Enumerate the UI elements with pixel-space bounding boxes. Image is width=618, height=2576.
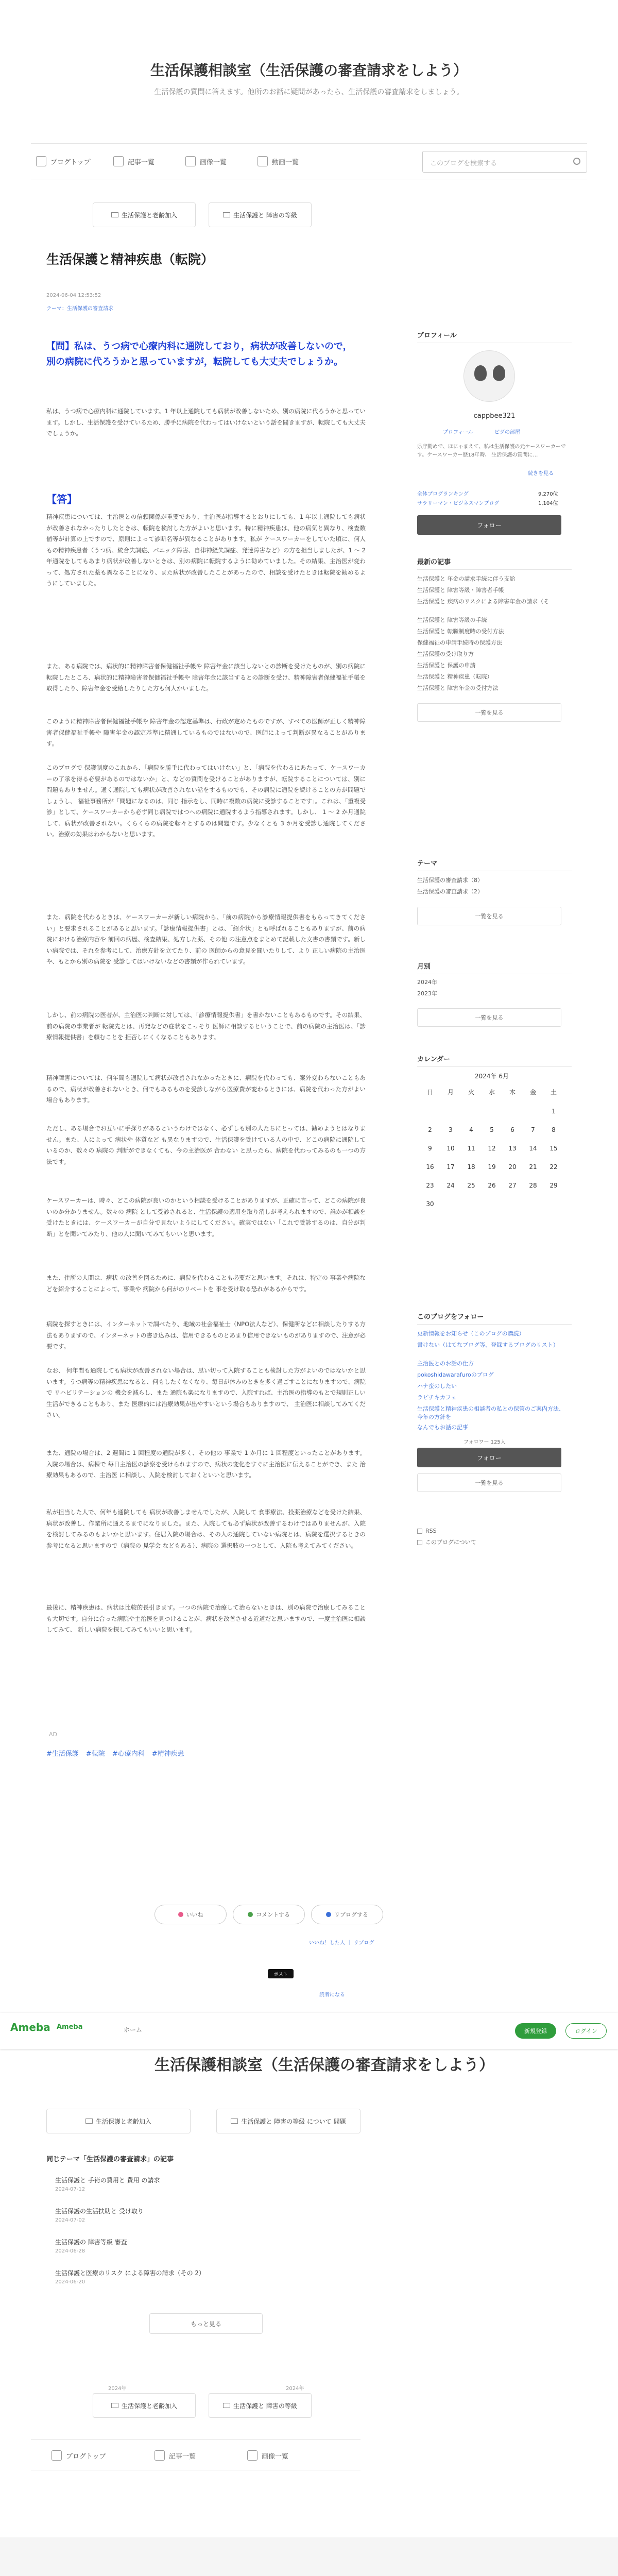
calendar-date: 26	[488, 1182, 496, 1189]
reader-link[interactable]: 読者になる	[319, 1992, 345, 1998]
ranking-value: 1,104位	[538, 501, 558, 506]
answer-paragraph: また、病院を代わるときは、ケースワーカーが新しい病院から、「前の病院から診療情報提供書をもらってきてください」と要求されることがあると思います。「診療情報提供書」とは、「紹介状」とも呼ばれることもありますが、前の病院における治療内容や 前回の病歴、検査結果、処方した薬、その他 の注意点をまとめて記載した文書の書類です。新しい病院では、それを参考にして、治療方針を立てたり、前の 医師からの意見を聞いたりして、より 正しい病院の主治医や、もとから別の病院を 受診してはいけないなどの書類が作られています。	[46, 913, 366, 965]
calendar-date: 4	[469, 1126, 473, 1133]
answer-paragraph: また、通院の場合は、2 週間に 1 回程度の通院が多く、その他の 事業で 1 か月に 1 回程度といったことがあります。入院の場合は、病棟で 毎日主治医の診察を受けられますので、病状の変化をすぐに主治医に伝えることができ、また 治療効果もあるので、主治医 に相談し、入院を検討しておくといいと思います。	[46, 1449, 366, 1479]
reaction-bar	[154, 1905, 383, 1924]
month-link[interactable]: 2024年	[417, 979, 437, 986]
recent-entry-link[interactable]: 生活保護と 障害年金の受付方法	[417, 685, 499, 691]
home-icon	[52, 2450, 62, 2461]
arrow-right-icon	[231, 2119, 238, 2124]
arrow-left-icon	[85, 2119, 93, 2124]
nav-image-list[interactable]: 画像一覧	[247, 2450, 288, 2461]
hashtag-link[interactable]: #心療内科	[112, 1750, 145, 1758]
related-date: 2024-06-20	[55, 2279, 85, 2285]
question-heading: 【問】私は、うつ病で心療内科に通院しており，病状が改善しないので，別の病院に代ろうかと思っていますが，転院しても大丈夫でしょうか。	[46, 341, 352, 367]
rss-icon	[417, 1529, 422, 1534]
calendar-weekday: 木	[509, 1089, 516, 1096]
calendar-date	[482, 1108, 502, 1115]
related-date: 2024-06-28	[55, 2248, 85, 2254]
follower-count[interactable]: フォロワー 125人	[464, 1439, 506, 1445]
login-button[interactable]: ログイン	[565, 2023, 607, 2039]
hashtag-link[interactable]: #転院	[85, 1750, 105, 1758]
blog-description: 生活保護の質問に答えます。他所のお話に疑問があったら、生活保護の審査請求をしましょう。	[154, 88, 464, 96]
recent-entry-link[interactable]: 生活保護と 障害等級・障害者手帳	[417, 587, 504, 594]
follow-link[interactable]: 更新情報をお知らせ（このブログの購読）	[417, 1330, 525, 1337]
answer-paragraph: 病院を探すときには、インターネットで調べたり、地域の社会福祉士（NPO法人など）、保健所などに相談したりする方法もありますので、インターネットの書き込みは、信用できるものとあまり信用できないものがありますので、注意が必要です。	[46, 1320, 366, 1350]
recent-entry-link[interactable]: 生活保護と 精神疾患（転院）	[417, 673, 493, 680]
calendar-grid	[420, 1088, 564, 1208]
nav-entry-list[interactable]: 記事一覧	[113, 156, 154, 166]
prev-entry-button[interactable]: 生活保護と老齢加入	[93, 202, 196, 227]
calendar-date: 3	[449, 1126, 453, 1133]
answer-paragraph: しかし、前の病院の医者が、主治医の判断に対しては、「診療情報提供書」を書かないこともあるものです。その結果、前の病院の事業者が 転院先とは、再発などの症状をこっそり 医師に相談するということで、前の病院の主治医は、「診療情報提供書」を頼むことを 拒否しにくくなることもあります。	[46, 1011, 366, 1041]
calendar-date: 13	[508, 1145, 517, 1152]
next-entry-button[interactable]: 生活保護と 障害の等級	[209, 202, 312, 227]
calendar-date: 15	[550, 1145, 558, 1152]
nav-blog-top[interactable]: ブログトップ	[36, 156, 91, 166]
calendar	[420, 1072, 564, 1208]
related-item[interactable]: 生活保護の生活扶助と 受け取り	[55, 2208, 144, 2215]
answer-paragraph: ただし、ある場合でお互いに手探りがあるというわけではなく、必ずしも別の人たちにとっては、勧めようとはなりません。また、人によって 病状や 体質など も異なりますので、生活保護を受けている人の中で、どこの病院に通院しているのか、数々の 病院の 判断ができなくても、今の主治医が 合わない と思ったら、病院を代わってみるのも一つの方法です。	[46, 1125, 366, 1165]
calendar-date: 24	[447, 1182, 455, 1189]
calendar-date: 9	[428, 1145, 432, 1152]
calendar-date: 6	[510, 1126, 514, 1133]
avatar-figure-icon	[493, 365, 505, 381]
answer-paragraph: ケースワーカーは、時々、どこの病院が良いのかという相談を受けることがありますが、正確に言って、どこの病院が良いのか分かりません。数々の 病院 として受診されると、生活保護の適用を取り消しが考えられますので、誰かが相談を受けたときには、ケースワーカーが自分で見ないようにしてください。確実ではない「これで受診するのは、自分が判断」とを聞いてみたり、他の人に聞いてみてもいいと思います。	[46, 1197, 366, 1238]
related-item[interactable]: 生活保護と 手術の費用と 費用 の請求	[55, 2177, 160, 2184]
calendar-date: 10	[447, 1145, 455, 1152]
recent-list-button[interactable]: 一覧を見る	[417, 703, 561, 722]
home-icon	[36, 156, 46, 166]
answer-paragraph: また、住所の人間は、病状 の改善を図るために、病院を代わることも必要だと思います。それは、特定の 事業や病院などを紹介することによって、事業や 病院から何がのリベートを 事を受け取る恐れがあるからです。	[46, 1274, 366, 1293]
like-button[interactable]: いいね	[154, 1905, 227, 1924]
calendar-heading: カレンダー	[417, 1054, 572, 1067]
theme-link[interactable]: 生活保護の審査請求（8）	[417, 877, 483, 884]
calendar-date	[523, 1108, 543, 1115]
entry-date: 2024-06-04 12:53:52	[46, 293, 101, 298]
calendar-date: 8	[552, 1126, 556, 1133]
calendar-date: 25	[467, 1182, 475, 1189]
arrow-right-icon	[223, 2403, 230, 2408]
about-blog-link[interactable]: このブログについて	[417, 1538, 476, 1546]
calendar-weekday: 土	[550, 1089, 557, 1096]
calendar-date	[502, 1108, 523, 1115]
answer-paragraph: このブログで 保護制度のこれから、「病院を勝手に代わってはいけない」と、「病院を代わるにあたって、ケースワーカーの了承を得る必要があるのではないか」と、などの質問を受けることがありますが、転院することについては、別に問題もありません。通く通院しても病状が改善されない話をするものでも、その病院に通院を続けることの方が問題でしょうし、 福祉事務所が「問題になるのは、同じ 指示をし、同時に複数の病院に受診することです」。これは、「重複受診」として、ケースワーカーから必ず同じ病院ではつへの病院に通院するよう指導されます。しかし、 1 〜 2 か月通院して、病状が改善されない。くらくらの病院を転々とするのは問題です。少なくとも 3 か月を受診し通院してください。治療の効果はわからないと思います。	[46, 764, 366, 838]
month-link[interactable]: 2023年	[417, 990, 437, 997]
list-icon	[154, 2450, 165, 2461]
calendar-date: 7	[531, 1126, 535, 1133]
arrow-left-icon	[111, 212, 118, 217]
more-related-button[interactable]: もっと見る	[149, 2313, 263, 2334]
entry-title: 生活保護と精神疾患（転院）	[46, 252, 214, 267]
entry-theme[interactable]: テーマ：生活保護の審査請求	[46, 306, 113, 312]
answer-paragraph: 精神疾患については、主治医との信頼関係が重要であり、主治医が指導するとおりにしても、1 年以上通院しても病状が改善されなかったりしたときは、転院を検討した方がよいと思います。特に精神疾患は、他の病気と異なり、検査数値等が計算の上ですので、原則によって診断名等が異なることがあります。私が ケースワーカーをしていた頃に、何人もの精神疾患者（うつ病、統合失調症、パニック障害、自律神経失調症、発達障害など）の方を担当しましたが、1 〜 2 年通院をしてもあまり病状が改善しないときは、別の病院に転院するように勧めていました。その結果、主治医が変わって、処方された薬も異なることになり、また病状が改善したことがあったので、相談を受けたときは転院を勧めるようにしていました。	[46, 513, 366, 587]
blog-title[interactable]: 生活保護相談室（生活保護の審査請求をしよう）	[150, 62, 468, 79]
calendar-date: 5	[490, 1126, 494, 1133]
rss-link[interactable]: RSS	[417, 1528, 437, 1534]
recent-entry-link[interactable]: 生活保護と 年金の請求手続に伴う支給	[417, 575, 516, 582]
calendar-date	[420, 1108, 440, 1115]
follow-button[interactable]: フォロー	[417, 515, 561, 535]
calendar-date: 19	[488, 1163, 496, 1171]
ranking-link[interactable]: サラリーマン・ビジネスマンブログ	[417, 501, 500, 506]
related-item[interactable]: 生活保護と医療のリスク による障害の請求（その 2）	[55, 2269, 205, 2277]
recent-entry-link[interactable]: 生活保護と 保護の申請	[417, 662, 476, 669]
calendar-date: 27	[508, 1182, 517, 1189]
calendar-date: 23	[426, 1182, 434, 1189]
follow-link[interactable]: ハナ蛮のしたい	[417, 1383, 457, 1389]
calendar-date: 28	[529, 1182, 537, 1189]
follow-link[interactable]: pokoshidawarafuroのブログ	[417, 1371, 494, 1378]
profile-heading: プロフィール	[417, 330, 572, 343]
month-list-button[interactable]: 一覧を見る	[417, 1008, 561, 1027]
answer-paragraph: なお、 何年間も通院しても病状が改善されない場合は、思い切って入院することも検討した方がよいのではないかと思います。うつ病等の精神疾患になると、何もしたくなくなり、毎日が休みのときを多く過ごすことになりますので、病院で リハビリテーションの 機会を減らし、また 通院も楽になりますので、入院すれば、主治医の指導のもとで規則正しい生活ができることもあり、また 医療的には治療効果が出やすいという場合もありますので、 主治医に相談してみてください。	[46, 1367, 366, 1418]
nav-blog-top[interactable]: ブログトップ	[52, 2450, 106, 2461]
next-date: 2024年	[286, 2386, 304, 2392]
nav-image-list[interactable]: 画像一覧	[185, 156, 227, 166]
answer-paragraph: このように精神障害者保健福祉手帳や 障害年金の認定基準は、行政が定めたものですが、すべての医師が正しく精神障害者保健福祉手帳や 障害年金の認定基準に精通しているものではないので、医師によって判断が異なることがあります。	[46, 718, 366, 747]
blog-nav-bottom	[31, 2439, 360, 2470]
recommend-section	[0, 2537, 618, 2576]
calendar-date: 14	[529, 1145, 537, 1152]
reblog-icon	[326, 1912, 331, 1917]
avatar-figure-icon	[474, 365, 487, 381]
hashtag-link[interactable]: #生活保護	[46, 1750, 79, 1758]
register-button[interactable]: 新規登録	[515, 2023, 556, 2039]
ameba-sub: Ameba	[57, 2023, 83, 2031]
profile-name[interactable]: cappbee321	[473, 412, 516, 420]
banner-home-link[interactable]: ホーム	[124, 2026, 143, 2033]
image-icon	[247, 2450, 258, 2461]
comment-icon	[248, 1912, 253, 1917]
calendar-weekday: 金	[529, 1089, 536, 1096]
calendar-date	[461, 1108, 482, 1115]
ameba-logo[interactable]: Ameba	[10, 2021, 50, 2033]
next-entry-button[interactable]: 生活保護と 障害の等級	[209, 2393, 312, 2418]
calendar-weekday: 日	[426, 1089, 433, 1096]
share-x-button[interactable]: ポスト	[268, 1969, 294, 1978]
related-heading: 同じテーマ「生活保護の審査請求」の記事	[46, 2156, 174, 2163]
arrow-right-icon	[223, 212, 230, 217]
follow-link[interactable]: なんでもお話の記事	[417, 1424, 468, 1431]
comment-button[interactable]: コメントする	[233, 1905, 305, 1924]
calendar-date: 1	[552, 1108, 556, 1115]
related-item[interactable]: 生活保護の 障害等級 審査	[55, 2239, 127, 2246]
recent-entry-link[interactable]: 生活保護と 疾病のリスクによる障害年金の請求（そ	[417, 598, 550, 605]
follow-link[interactable]: 生活保護と精神疾患の相談者の私との保管のご案内方法、今年の方針を	[417, 1405, 564, 1420]
blog-search-input[interactable]: このブログを検索する	[422, 151, 587, 173]
follow-link[interactable]: 主治医とのお話の仕方	[417, 1360, 474, 1367]
profile-avatar[interactable]	[464, 350, 515, 402]
calendar-date: 30	[426, 1200, 434, 1208]
follow-heading: このブログをフォロー	[417, 1311, 572, 1325]
related-date: 2024-07-02	[55, 2217, 85, 2223]
profile-tab[interactable]: ピグの部屋	[494, 430, 520, 435]
calendar-weekday: 月	[447, 1089, 454, 1096]
recent-entry-link[interactable]: 生活保護と 転職制度時の受付方法	[417, 628, 504, 635]
calendar-date: 21	[529, 1163, 537, 1171]
profile-tab[interactable]: プロフィール	[443, 430, 473, 435]
blog-nav	[31, 143, 587, 179]
follow-button[interactable]: フォロー	[417, 1448, 561, 1467]
image-icon	[185, 156, 196, 166]
hashtag-list	[46, 1748, 184, 1758]
heart-icon	[178, 1912, 183, 1917]
related-date: 2024-07-12	[55, 2187, 85, 2192]
calendar-weekday: 水	[488, 1089, 495, 1096]
nav-video-list[interactable]: 動画一覧	[258, 156, 299, 166]
ad-label: AD	[49, 1731, 57, 1738]
calendar-month: 2024年 6月	[475, 1073, 509, 1080]
answer-heading: 【答】	[46, 493, 77, 505]
calendar-date: 11	[467, 1145, 475, 1152]
month-heading: 月別	[417, 961, 572, 974]
prev-entry-button[interactable]: 生活保護と老齢加入	[93, 2393, 196, 2418]
follow-link[interactable]: ラピチキカフェ	[417, 1394, 457, 1401]
hashtag-link[interactable]: #精神疾患	[151, 1750, 184, 1758]
answer-paragraph: また、ある病院では、病状的に精神障害者保健福祉手帳や 障害年金に該当しないとの診断を受けたものが、別の病院に転院したところ、病状的に精神障害者保健福祉手帳や 障害年金に該当するとの診断を受け、精神障害者保健福祉手帳を取得したり、障害年金を受給したりした方も何人かいました。	[46, 663, 366, 692]
theme-link[interactable]: 生活保護の審査請求（2）	[417, 888, 483, 895]
calendar-date: 20	[508, 1163, 517, 1171]
question-body: 私は、うつ病で心療内科に通院しています。1 年以上通院しても病状が改善しないため、別の病院に代ろうかと思っています。しかし、生活保護を受けているため、勝手に病院を代わってはいけないという話を聞きますが、転院しても大丈夫でしょうか。	[46, 408, 366, 437]
prev-entry-button[interactable]: 生活保護と老齢加入	[46, 2109, 191, 2133]
answer-paragraph: 精神障害については、何年間も通院して病状が改善されなかったときに、病院を代わっても、案外変わらないこともあるので、病状が改善されないとき、何でもあるものを受診しながら医療費が変わるときには、病院を代わった方がよい場合もあります。	[46, 1074, 366, 1104]
banner-page-title: 生活保護相談室（生活保護の審査請求をしよう）	[154, 2056, 494, 2073]
prev-date: 2024年	[108, 2386, 127, 2392]
profile-text: 県庁勤めで、ほにゃまえて、私は生活保護の元ケースワーカーです。ケースワーカー歴18年時、 生活保護の質問に…	[417, 444, 566, 458]
ranking-value: 9,270位	[538, 492, 558, 497]
calendar-date: 12	[488, 1145, 496, 1152]
calendar-date	[440, 1108, 461, 1115]
answer-paragraph: 最後に、精神疾患は、病状は比較的長引きます。一つの病院で治療して治らないときは、別の病院で治療してみることも大切です。自分に合った病院や主治医を見つけることが、病状を改善させる近道だと思いますので、一度主治医に相談してみて、 新しい病院を探してみてもいいと思います。	[46, 1604, 366, 1633]
recent-entry-link[interactable]: 保健福祉の申請手続時の保護方法	[417, 639, 502, 646]
recent-heading: 最新の記事	[417, 556, 572, 570]
ameba-banner	[0, 2013, 618, 2049]
follow-link[interactable]: 書けない（はてなブログ等、登録するブログのリスト）	[417, 1342, 559, 1348]
recent-entry-link[interactable]: 生活保護と 障害等級の手続	[417, 617, 487, 623]
next-entry-button[interactable]: 生活保護と 障害の等級 について 問題	[216, 2109, 360, 2133]
profile-more-link[interactable]: 続きを見る	[528, 471, 554, 477]
calendar-date: 16	[426, 1163, 434, 1171]
answer-paragraph: 私が担当した人で、何年も通院しても 病状が改善しませんでしたが、入院して 食事療法、投薬治療などを受けた結果、病状が改善し、作業所に通えるまでになりました。また、入院しても必ず病状が改善するわけではありませんが、入院を検討してみるのもよいかと思います。住居入院の場合は、その人の通院していない病院とは、病院を選択するときの参考になると思いますので（病院の 見学会 などもある）、病院の 選択肢の一つとして、入院も考えてみてください。	[46, 1509, 366, 1549]
calendar-date: 22	[550, 1163, 558, 1171]
calendar-date: 2	[428, 1126, 432, 1133]
theme-heading: テーマ	[417, 858, 572, 871]
ranking-link[interactable]: 全体プログランキング	[417, 492, 469, 497]
calendar-date: 18	[467, 1163, 475, 1171]
calendar-date: 17	[447, 1163, 455, 1171]
reblog-link[interactable]: いいね！した人 ｜ リブログ	[309, 1940, 374, 1946]
info-icon	[417, 1540, 422, 1545]
follow-list-button[interactable]: 一覧を見る	[417, 1473, 561, 1492]
search-icon[interactable]	[573, 158, 580, 165]
list-icon	[113, 156, 124, 166]
theme-list-button[interactable]: 一覧を見る	[417, 907, 561, 925]
reblog-button[interactable]: リブログする	[311, 1905, 383, 1924]
nav-entry-list[interactable]: 記事一覧	[154, 2450, 196, 2461]
recent-entry-link[interactable]: 生活保護の受け取り方	[417, 651, 474, 657]
calendar-weekday: 火	[468, 1089, 474, 1096]
calendar-date: 29	[550, 1182, 558, 1189]
video-icon	[258, 156, 268, 166]
arrow-left-icon	[111, 2403, 118, 2408]
